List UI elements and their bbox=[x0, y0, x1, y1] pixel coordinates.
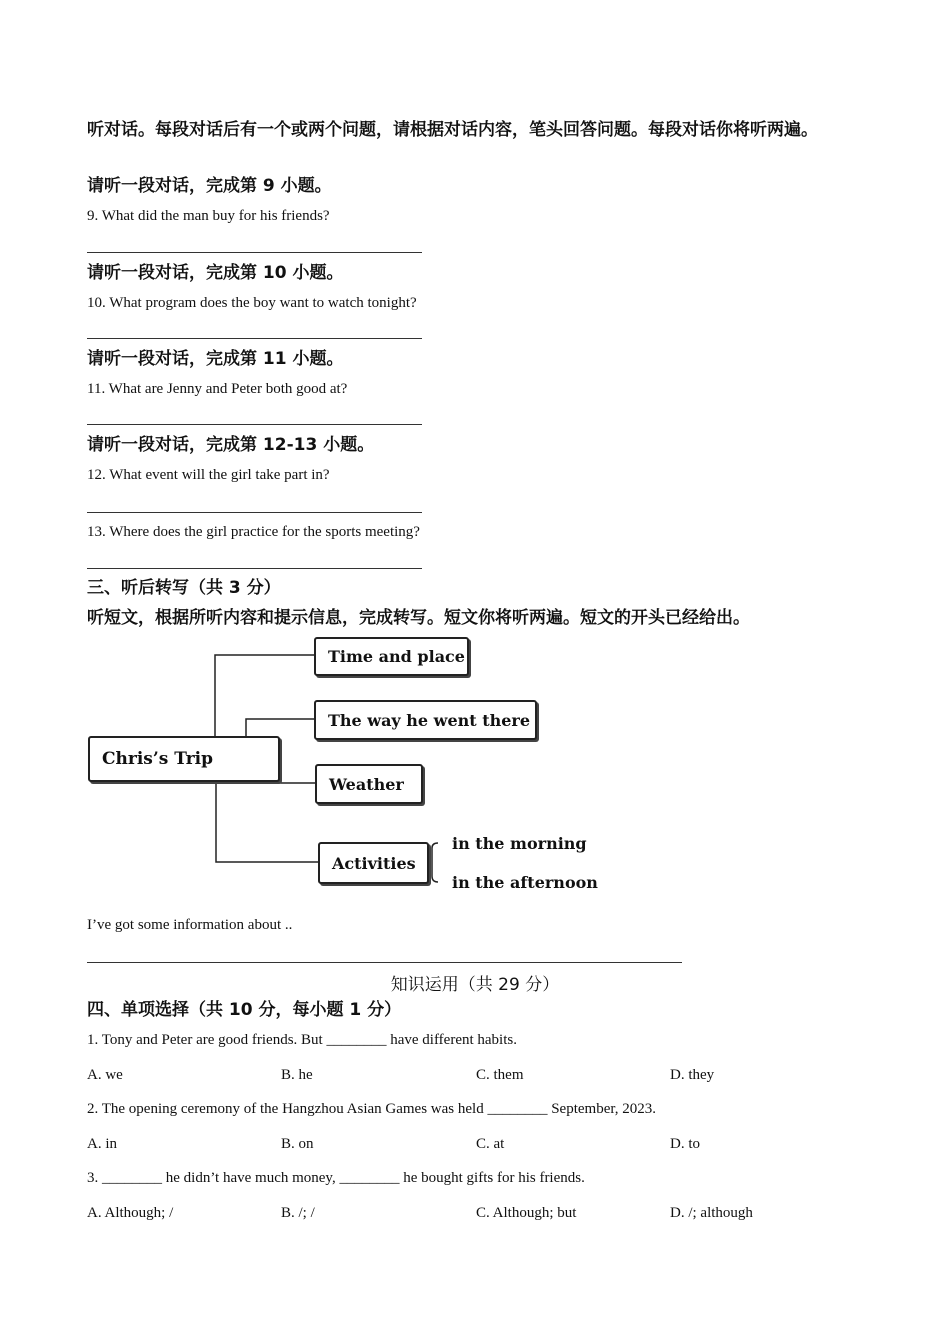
question-13: 13. Where does the girl practice for the sports meeting? bbox=[87, 524, 420, 540]
answer-line-13[interactable] bbox=[87, 568, 422, 569]
question-9: 9. What did the man buy for his friends? bbox=[87, 208, 330, 224]
weather-box: Weather bbox=[315, 764, 423, 804]
question-10: 10. What program does the boy want to watch tonight? bbox=[87, 295, 417, 311]
knowledge-title: 知识运用（共 29 分） bbox=[390, 975, 560, 995]
option-1d[interactable]: D. they bbox=[670, 1067, 715, 1083]
mc-question-2: 2. The opening ceremony of the Hangzhou Asian Games was held ________ September, 2023. bbox=[87, 1101, 656, 1117]
in-the-morning-label: in the morning bbox=[452, 834, 587, 853]
listening-instructions: 听对话。每段对话后有一个或两个问题，请根据对话内容，笔头回答问题。每段对话你将听两遍。 bbox=[87, 120, 818, 140]
option-1a[interactable]: A. we bbox=[87, 1067, 123, 1083]
mc-question-3: 3. ________ he didn’t have much money, ________ he bought gifts for his friends. bbox=[87, 1170, 585, 1186]
activities-box: Activities bbox=[318, 842, 429, 884]
part3-instruction: 听短文，根据所听内容和提示信息，完成转写。短文你将听两遍。短文的开头已经给出。 bbox=[87, 608, 750, 628]
option-2c[interactable]: C. at bbox=[476, 1136, 505, 1152]
question-11: 11. What are Jenny and Peter both good at? bbox=[87, 381, 348, 397]
time-place-box: Time and place bbox=[314, 637, 469, 676]
mc-question-1: 1. Tony and Peter are good friends. But ________ have different habits. bbox=[87, 1032, 517, 1048]
mind-map bbox=[86, 640, 606, 900]
option-2b[interactable]: B. on bbox=[281, 1136, 314, 1152]
part4-title: 四、单项选择（共 10 分，每小题 1 分） bbox=[87, 1000, 402, 1020]
starter-sentence: I’ve got some information about .. bbox=[87, 917, 293, 933]
option-2a[interactable]: A. in bbox=[87, 1136, 117, 1152]
section-header-12-13: 请听一段对话，完成第 12-13 小题。 bbox=[87, 435, 375, 455]
question-12: 12. What event will the girl take part in? bbox=[87, 467, 330, 483]
section-header-11: 请听一段对话，完成第 11 小题。 bbox=[87, 349, 344, 369]
answer-line-10[interactable] bbox=[87, 338, 422, 339]
answer-line-11[interactable] bbox=[87, 424, 422, 425]
chris-trip-box: Chris’s Trip bbox=[88, 736, 280, 782]
option-2d[interactable]: D. to bbox=[670, 1136, 700, 1152]
transcription-line[interactable] bbox=[87, 962, 682, 963]
answer-line-9[interactable] bbox=[87, 252, 422, 253]
way-went-box: The way he went there bbox=[314, 700, 537, 740]
option-3a[interactable]: A. Although; / bbox=[87, 1205, 174, 1221]
option-3d[interactable]: D. /; although bbox=[670, 1205, 753, 1221]
option-1b[interactable]: B. he bbox=[281, 1067, 313, 1083]
option-1c[interactable]: C. them bbox=[476, 1067, 524, 1083]
part3-title: 三、听后转写（共 3 分） bbox=[87, 578, 281, 598]
in-the-afternoon-label: in the afternoon bbox=[452, 873, 598, 892]
option-3b[interactable]: B. /; / bbox=[281, 1205, 315, 1221]
section-header-10: 请听一段对话，完成第 10 小题。 bbox=[87, 263, 344, 283]
option-3c[interactable]: C. Although; but bbox=[476, 1205, 577, 1221]
section-header-9: 请听一段对话，完成第 9 小题。 bbox=[87, 176, 332, 196]
answer-line-12[interactable] bbox=[87, 512, 422, 513]
